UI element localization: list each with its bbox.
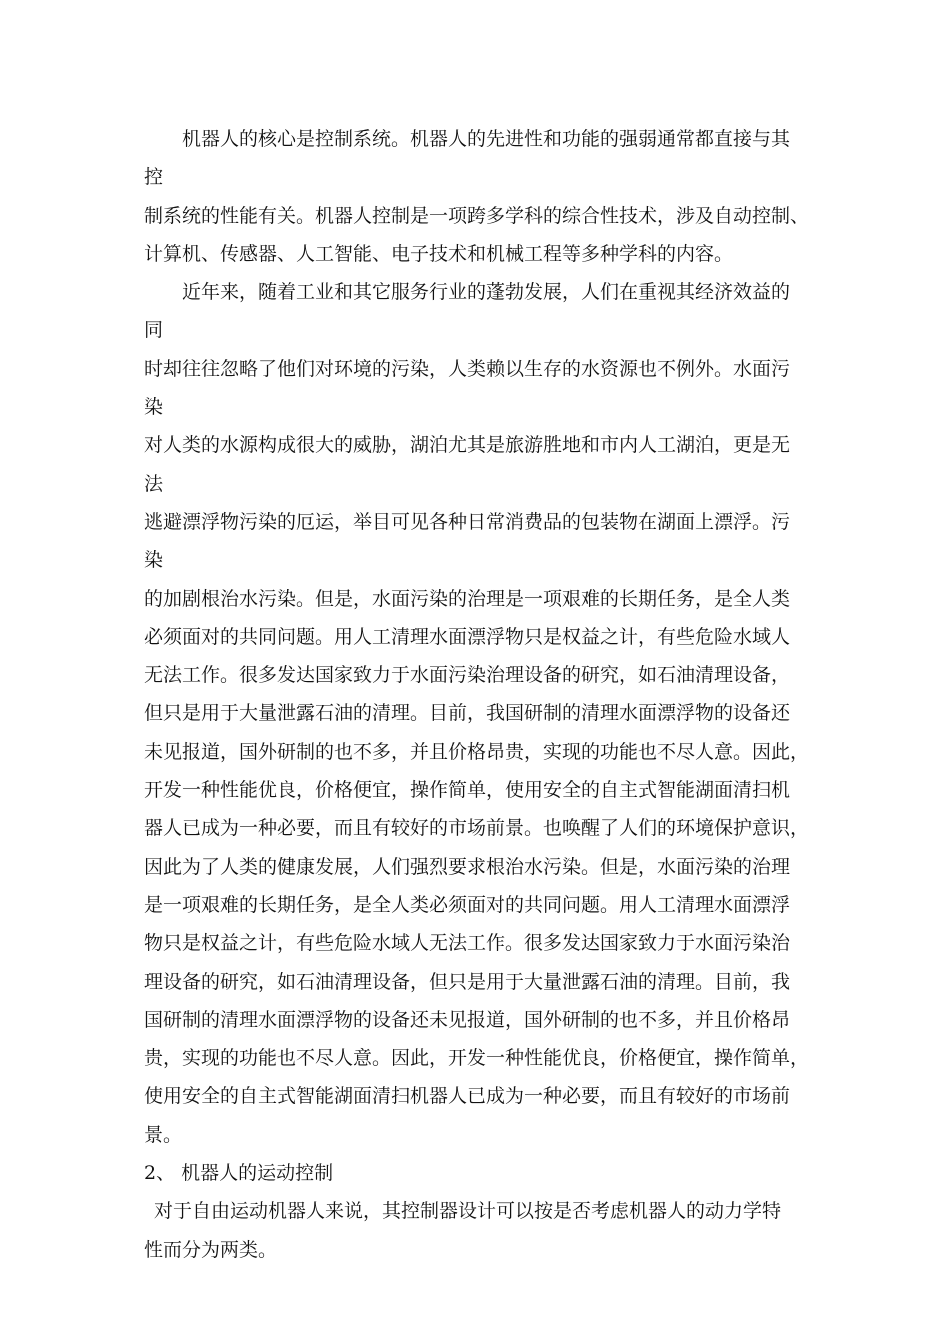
paragraph-line: 必须面对的共同问题。用人工清理水面漂浮物只是权益之计，有些危险水域人 bbox=[144, 625, 791, 648]
paragraph-line: 未见报道，国外研制的也不多，并且价格昂贵，实现的功能也不尽人意。因此， bbox=[144, 740, 810, 763]
paragraph-line: 时却往往忽略了他们对环境的污染，人类赖以生存的水资源也不例外。水面污 bbox=[144, 357, 791, 380]
section-heading: 2、 机器人的运动控制 bbox=[144, 1162, 334, 1185]
paragraph-line: 逃避漂浮物污染的厄运，举目可见各种日常消费品的包装物在湖面上漂浮。污 bbox=[144, 510, 791, 533]
paragraph-line: 无法工作。很多发达国家致力于水面污染治理设备的研究，如石油清理设备， bbox=[144, 664, 791, 687]
paragraph-line: 同 bbox=[144, 319, 164, 342]
paragraph-line: 物只是权益之计，有些危险水域人无法工作。很多发达国家致力于水面污染治 bbox=[144, 932, 791, 955]
paragraph-line: 国研制的清理水面漂浮物的设备还未见报道，国外研制的也不多，并且价格昂 bbox=[144, 1008, 791, 1031]
paragraph-line: 机器人的核心是控制系统。机器人的先进性和功能的强弱通常都直接与其 bbox=[182, 128, 791, 150]
paragraph-line: 的加剧根治水污染。但是，水面污染的治理是一项艰难的长期任务，是全人类 bbox=[144, 587, 791, 610]
paragraph-line: 景。 bbox=[144, 1123, 183, 1146]
paragraph-line: 法 bbox=[144, 472, 164, 495]
paragraph-line: 对人类的水源构成很大的威胁，湖泊尤其是旅游胜地和市内人工湖泊，更是无 bbox=[144, 434, 791, 457]
paragraph-line: 对于自由运动机器人来说，其控制器设计可以按是否考虑机器人的动力学特 bbox=[154, 1200, 782, 1223]
paragraph-line: 性而分为两类。 bbox=[144, 1238, 278, 1261]
paragraph-line: 近年来，随着工业和其它服务行业的蓬勃发展，人们在重视其经济效益的 bbox=[182, 281, 791, 304]
paragraph-line: 但只是用于大量泄露石油的清理。目前，我国研制的清理水面漂浮物的设备还 bbox=[144, 702, 791, 725]
paragraph-line: 染 bbox=[144, 396, 164, 419]
paragraph-line: 制系统的性能有关。机器人控制是一项跨多学科的综合性技术，涉及自动控制、 bbox=[144, 204, 810, 227]
paragraph-line: 染 bbox=[144, 549, 164, 572]
paragraph-line: 器人已成为一种必要，而且有较好的市场前景。也唤醒了人们的环境保护意识， bbox=[144, 817, 810, 840]
paragraph-line: 使用安全的自主式智能湖面清扫机器人已成为一种必要，而且有较好的市场前 bbox=[144, 1085, 791, 1108]
paragraph-line: 计算机、传感器、人工智能、电子技术和机械工程等多种学科的内容。 bbox=[144, 242, 734, 265]
paragraph-line: 是一项艰难的长期任务，是全人类必须面对的共同问题。用人工清理水面漂浮 bbox=[144, 893, 791, 916]
paragraph-line: 理设备的研究，如石油清理设备，但只是用于大量泄露石油的清理。目前，我 bbox=[144, 970, 791, 993]
document-body bbox=[144, 126, 824, 1275]
paragraph-line: 控 bbox=[144, 166, 164, 189]
paragraph-line: 贵，实现的功能也不尽人意。因此，开发一种性能优良，价格便宜，操作简单， bbox=[144, 1047, 810, 1070]
paragraph-line: 因此为了人类的健康发展，人们强烈要求根治水污染。但是，水面污染的治理 bbox=[144, 855, 791, 878]
paragraph-line: 开发一种性能优良，价格便宜，操作简单，使用安全的自主式智能湖面清扫机 bbox=[144, 779, 791, 802]
